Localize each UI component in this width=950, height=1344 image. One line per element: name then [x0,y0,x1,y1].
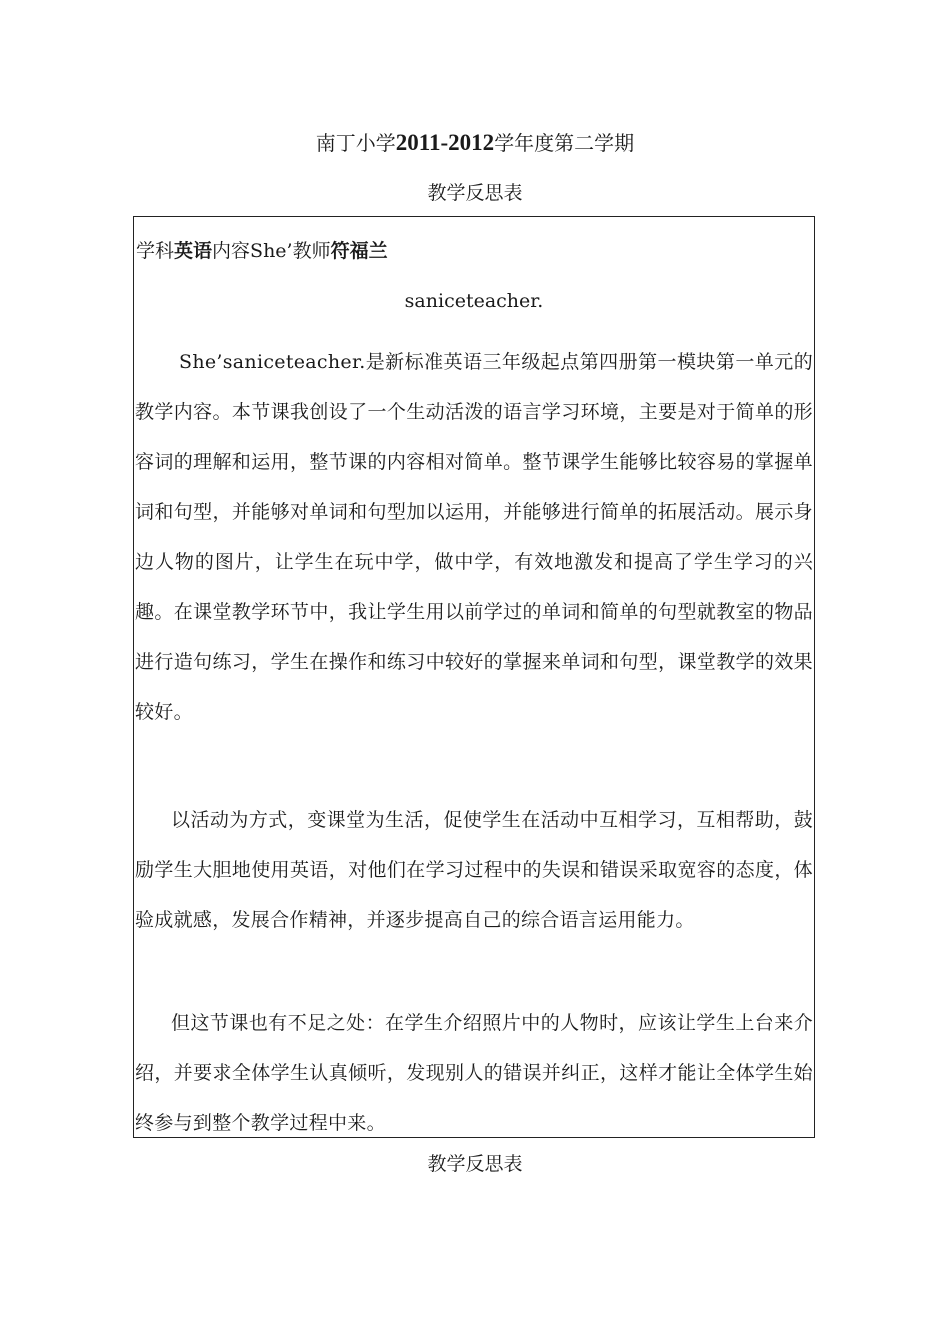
meta-row [136,237,388,265]
reflection-paragraph-2: 以活动为方式，变课堂为生活，促使学生在活动中互相学习，互相帮助，鼓励学生大胆地使用英语，对他们在学习过程中的失误和错误采取宽容的态度，体验成就感，发展合作精神，并逐步提高自己的综合语言运用能力。 [135,809,813,931]
subject-value: 英语 [174,240,213,262]
reflection-paragraph-3: 但这节课也有不足之处：在学生介绍照片中的人物时，应该让学生上台来介绍，并要求全体学生认真倾听，发现别人的错误并纠正，这样才能让全体学生始终参与到整个教学过程中来。 [135,1012,813,1134]
reflection-table [133,216,815,1138]
content-label: 内容 [212,240,251,262]
term: 学年度第二学期 [494,131,635,155]
lesson-sentence: saniceteacher. [404,290,544,312]
teacher-value: 符福兰 [330,240,388,262]
footer-subtitle: 教学反思表 [427,1153,523,1175]
reflection-paragraph-1: She’saniceteacher.是新标准英语三年级起点第四册第一模块第一单元的教学内容。本节课我创设了一个生动活泼的语言学习环境，主要是对于简单的形容词的理解和运用，整节课的内容相对简单。整节课学生能够比较容易的掌握单词和句型，并能够对单词和句型加以运用，并能够进行简单的拓展活动。展示身边人物的图片，让学生在玩中学，做中学，有效地激发和提高了学生学习的兴趣。在课堂教学环节中，我让学生用以前学过的单词和简单的句型就教室的物品进行造句练习，学生在操作和练习中较好的掌握来单词和句型，课堂教学的效果较好。 [135,351,813,723]
teacher-label: 教师 [292,240,331,262]
school-name: 南丁小学 [315,131,396,155]
subject-label: 学科 [136,240,175,262]
form-subtitle: 教学反思表 [427,182,523,204]
page-title [0,128,950,158]
school-year: 2011-2012 [395,130,495,155]
content-value: She’ [250,240,293,262]
